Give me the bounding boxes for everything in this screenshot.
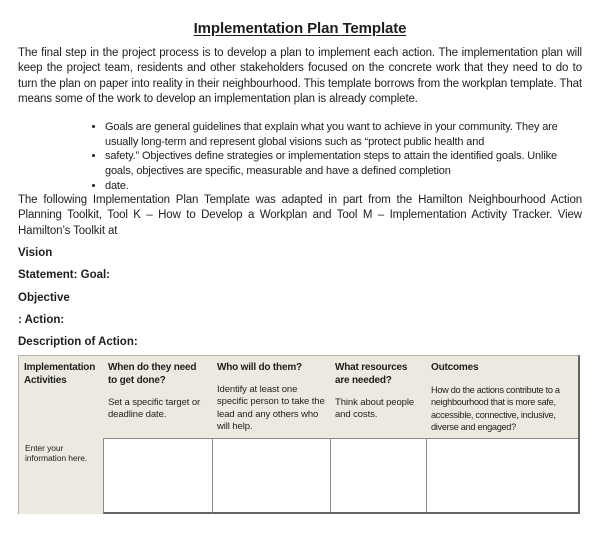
table-input-cell-who-will-do[interactable] <box>212 438 330 514</box>
implementation-table <box>18 355 580 514</box>
header-title: Implementation Activities <box>24 361 96 386</box>
table-input-cell-resources[interactable] <box>330 438 426 514</box>
table-header-row <box>19 356 578 438</box>
list-item: • date. <box>105 179 560 194</box>
field-label-description-of-action: Description of Action: <box>18 336 138 349</box>
header-title: What resources are needed? <box>335 361 408 386</box>
bullet-list <box>18 120 563 193</box>
header-subtitle: Set a specific target or deadline date. <box>108 396 201 421</box>
header-title: Outcomes <box>431 361 479 373</box>
field-label-vision: Vision <box>18 247 53 260</box>
header-subtitle: Identify at least one specific person to take the lead and any others who will help. <box>217 383 325 433</box>
header-cell-resources <box>330 356 426 438</box>
header-title: When do they need to get done? <box>108 361 197 386</box>
table-cell-enter-info[interactable]: Enter your information here. <box>19 438 103 514</box>
header-subtitle: Think about people and costs. <box>335 396 415 421</box>
header-title: Who will do them? <box>217 361 302 373</box>
table-input-cell-when-done[interactable] <box>103 438 212 514</box>
header-subtitle: How do the actions contribute to a neighbourhood that is more safe, accessible, connective, inclusive, diverse and engaged? <box>431 384 560 433</box>
field-label-statement-goal: Statement: Goal: <box>18 269 111 282</box>
header-cell-who-will-do <box>212 356 330 438</box>
header-cell-outcomes <box>426 356 578 438</box>
intro-paragraph: The final step in the project process is to develop a plan to implement each action. The implementation plan will keep the project team, residents and other stakeholders focused on the concrete work that they need to do to turn the plan on paper into reality in their neighbourhood. This template borrows from the workplan template. That means some of the work to develop an implementation plan is already complete. <box>18 47 582 105</box>
header-cell-when-done <box>103 356 212 438</box>
adapted-note-paragraph: The following Implementation Plan Template was adapted in part from the Hamilton Neighbourhood Action Planning Toolkit, Tool K – How to Develop a Workplan and Tool M – Implementation Activity Tracker. View Hamilton’s Toolkit at <box>18 194 582 237</box>
field-label-action: : Action: <box>18 313 65 326</box>
page-title: Implementation Plan Template <box>193 20 407 37</box>
list-item: • Goals are general guidelines that explain what you want to achieve in your community. They are usually long-term and represent global visions such as “protect public health and <box>105 120 560 149</box>
header-cell-implementation-activities <box>19 356 103 438</box>
table-body-row <box>19 438 578 514</box>
table-input-cell-outcomes[interactable] <box>426 438 578 514</box>
field-label-objective: Objective <box>18 291 70 304</box>
list-item: • safety.” Objectives define strategies or implementation steps to attain the identified goals. Unlike goals, objectives are specific, measurable and have a defined completion <box>105 149 560 178</box>
